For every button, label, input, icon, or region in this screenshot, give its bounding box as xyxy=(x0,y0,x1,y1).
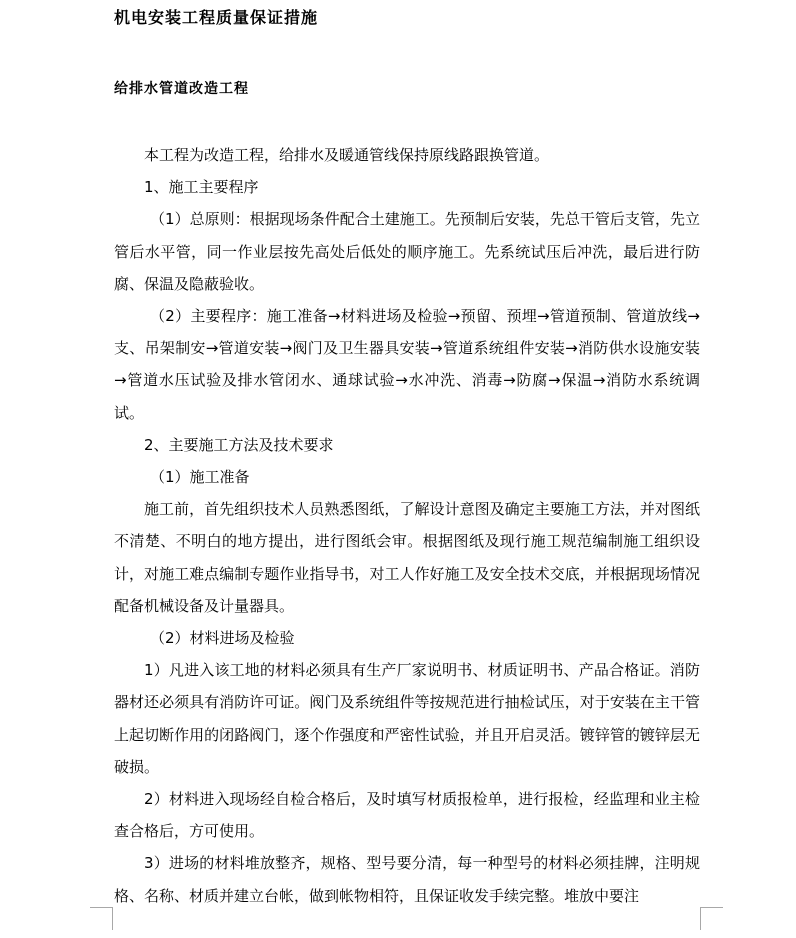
paragraph-material-item-1: 1）凡进入该工地的材料必须具有生产厂家说明书、材质证明书、产品合格证。消防器材还必须具有消防许可证。阀门及系统组件等按规范进行抽检试压，对于安装在主干管上起切断作用的闭路阀门，逐个作强度和严密性试验，并且开启灵活。镀锌管的镀锌层无破损。 xyxy=(114,661,700,776)
paragraph-intro: 本工程为改造工程，给排水及暖通管线保持原线路跟换管道。 xyxy=(144,146,550,164)
document-body xyxy=(114,139,700,912)
paragraph-preparation: 施工前，首先组织技术人员熟悉图纸，了解设计意图及确定主要施工方法，并对图纸不清楚、不明白的地方提出，进行图纸会审。根据图纸及现行施工规范编制施工组织设计，对施工难点编制专题作业指导书，对工人作好施工及安全技术交底，并根据现场情况配备机械设备及计量器具。 xyxy=(114,500,700,615)
page-corner-mark-left xyxy=(90,907,113,930)
paragraph-material-item-3: 3）进场的材料堆放整齐，规格、型号要分清，每一种型号的材料必须挂牌，注明规格、名称、材质并建立台帐，做到帐物相符，且保证收发手续完整。堆放中要注 xyxy=(114,854,700,905)
page-corner-mark-right xyxy=(700,907,723,930)
paragraph-heading-material-inspection: （2）材料进场及检验 xyxy=(150,629,295,648)
paragraph-heading-construction-methods: 2、主要施工方法及技术要求 xyxy=(144,435,334,454)
section-heading: 给排水管道改造工程 xyxy=(114,81,249,97)
paragraph-material-item-2: 2）材料进入现场经自检合格后，及时填写材质报检单，进行报检，经监理和业主检查合格后，方可使用。 xyxy=(114,790,700,841)
paragraph-main-procedure: （2）主要程序：施工准备→材料进场及检验→预留、预埋→管道预制、管道放线→支、吊架制安→管道安装→阀门及卫生器具安装→管道系统组件安装→消防供水设施安装→管道水压试验及排水管闭水、通球试验→水冲洗、消毒→防腐→保温→消防水系统调试。 xyxy=(114,307,700,422)
paragraph-general-principle: （1）总原则：根据现场条件配合土建施工。先预制后安装，先总干管后支管，先立管后水平管，同一作业层按先高处后低处的顺序施工。先系统试压后冲洗，最后进行防腐、保温及隐蔽验收。 xyxy=(114,210,700,293)
paragraph-heading-construction-procedure: 1、施工主要程序 xyxy=(144,178,259,197)
paragraph-heading-preparation: （1）施工准备 xyxy=(150,468,250,487)
document-title: 机电安装工程质量保证措施 xyxy=(114,8,319,27)
